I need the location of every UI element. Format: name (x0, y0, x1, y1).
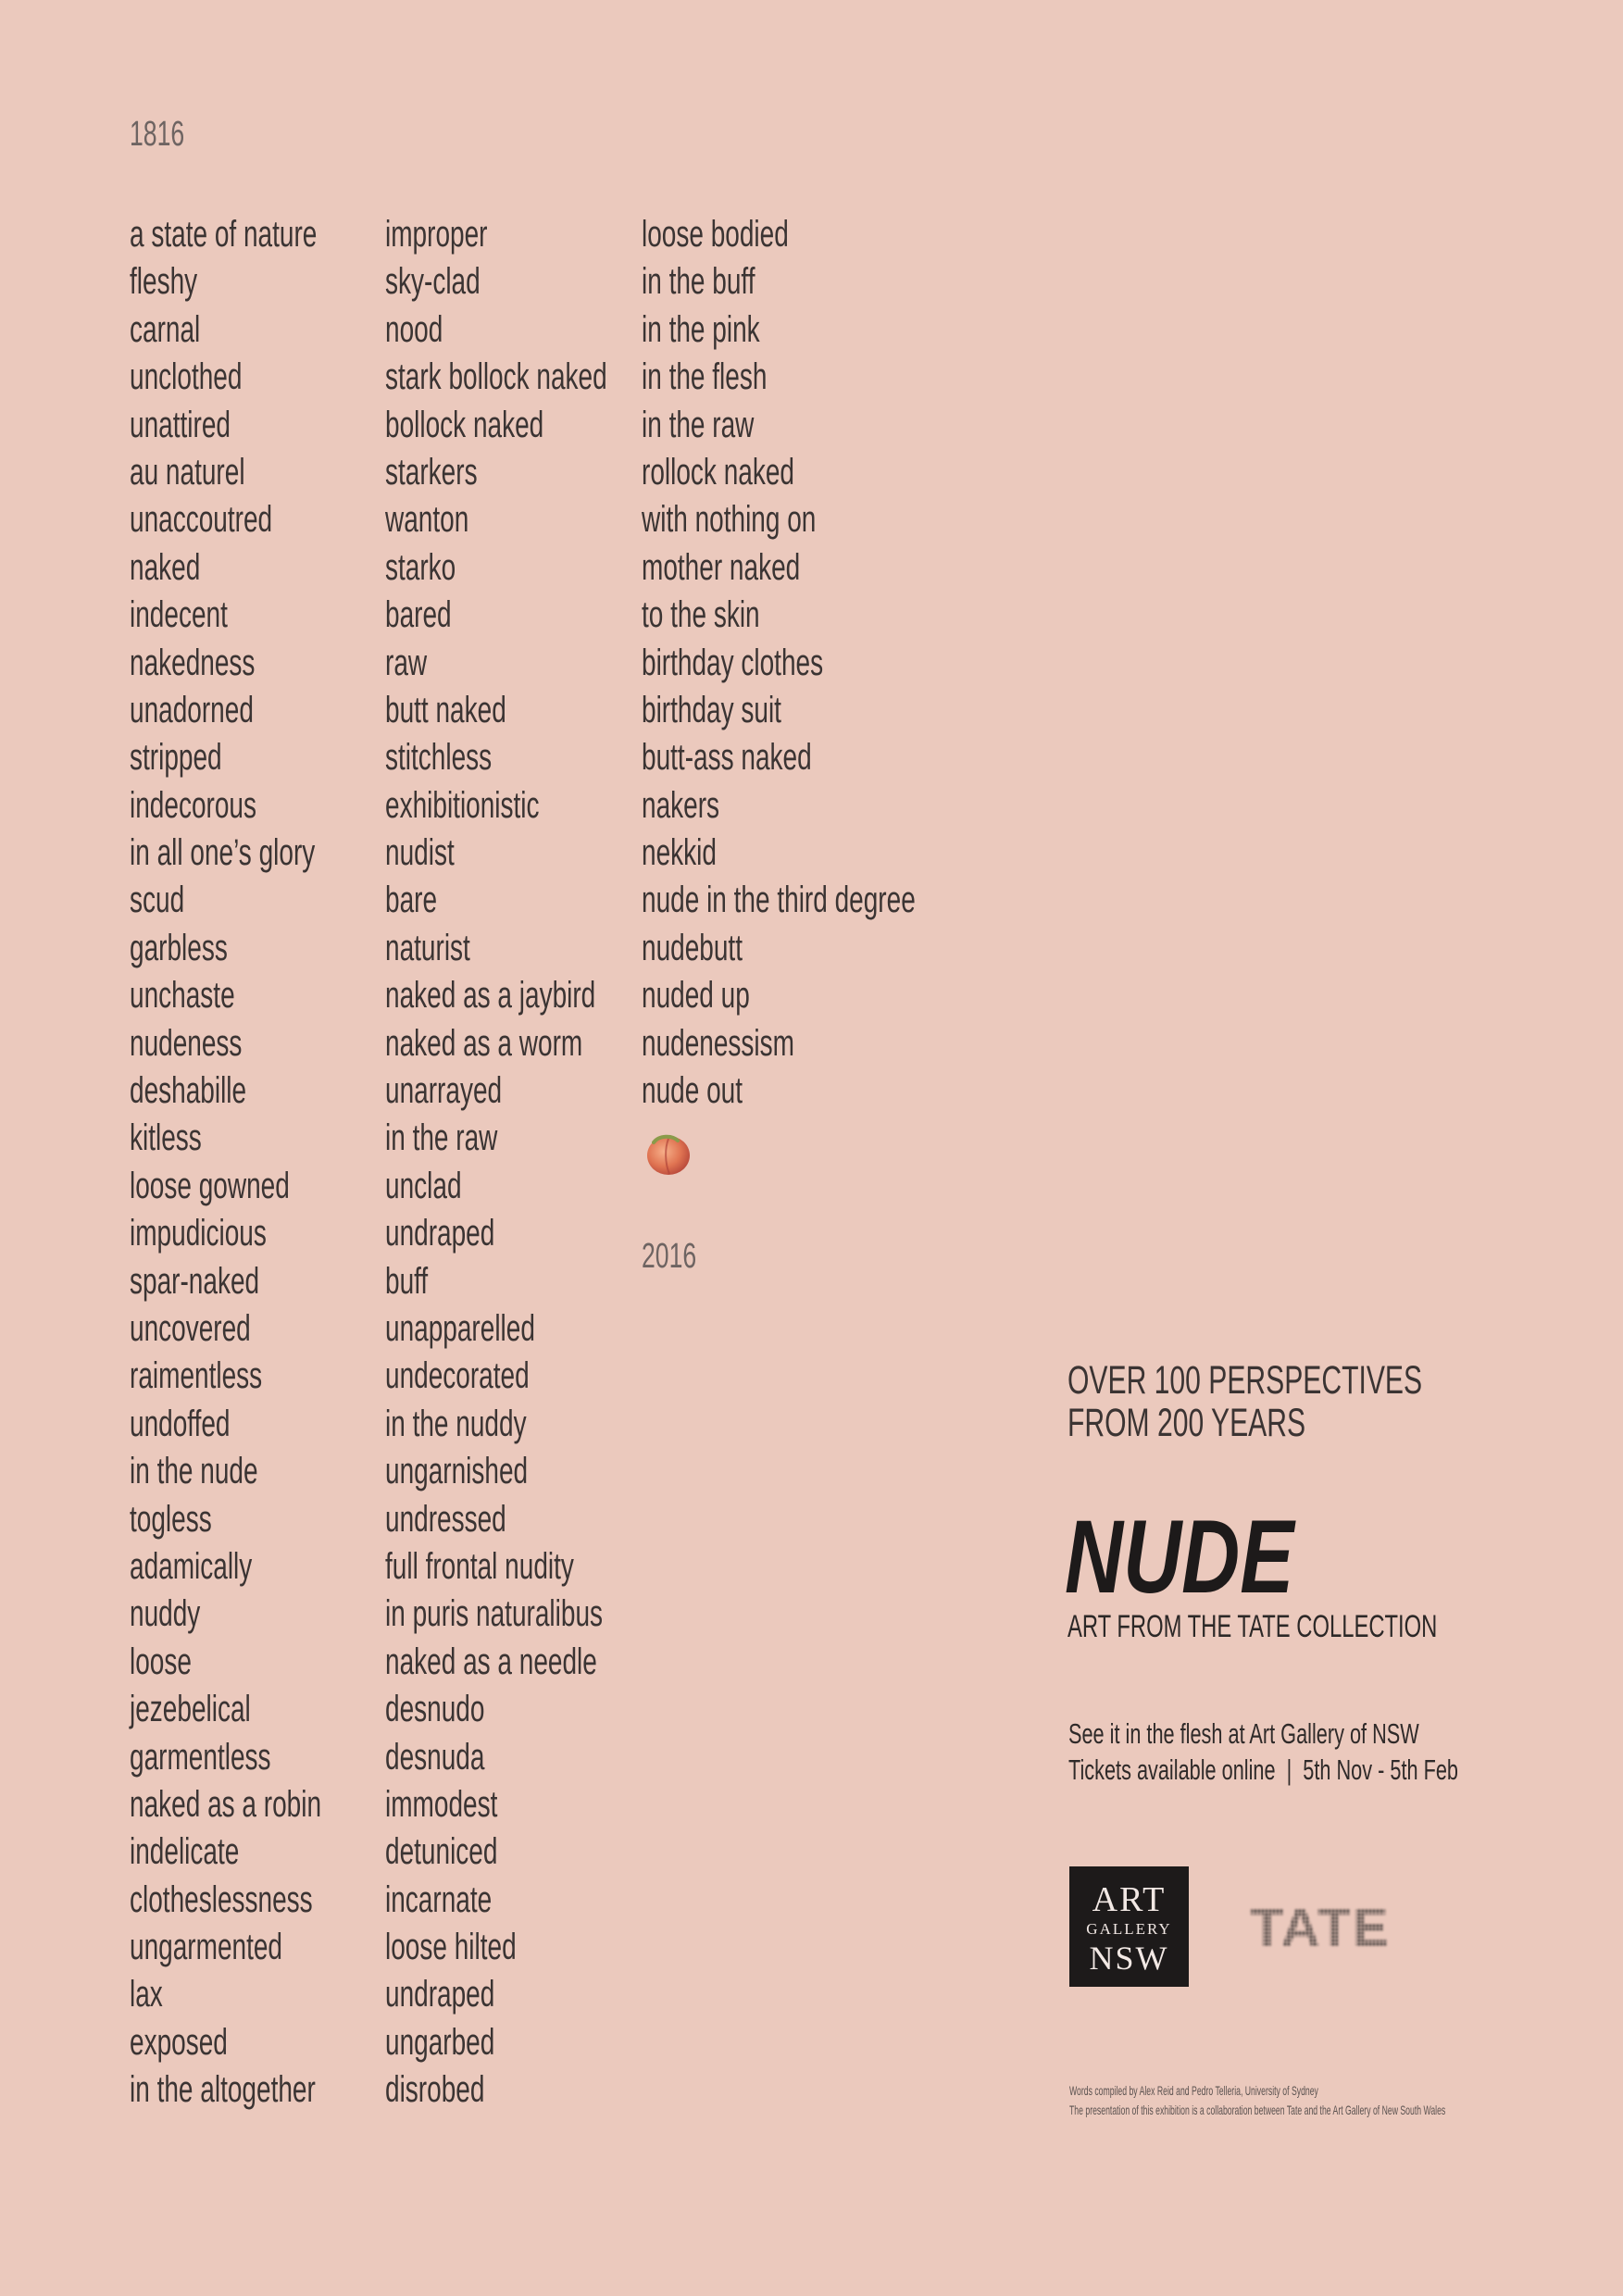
word-item: scud (130, 880, 185, 921)
word-item: ungarnished (385, 1451, 529, 1492)
word-item: kitless (130, 1117, 202, 1159)
word-item: mother naked (642, 546, 801, 588)
word-item: nuddy (130, 1593, 201, 1635)
word-item: sky-clad (385, 261, 481, 303)
word-item: disrobed (385, 2069, 485, 2111)
word-item: in the raw (385, 1117, 498, 1159)
word-item: in the nude (130, 1451, 258, 1492)
word-item: unclad (385, 1165, 462, 1206)
word-item: unapparelled (385, 1307, 535, 1349)
word-item: to the skin (642, 594, 760, 636)
peach-emoji-icon (644, 1129, 693, 1178)
word-item: nudist (385, 832, 455, 874)
word-item: naked as a robin (130, 1783, 322, 1825)
year-start: 1816 (130, 115, 185, 154)
word-item: deshabille (130, 1070, 247, 1112)
tagline (1067, 1359, 1422, 1444)
word-item: desnuda (385, 1736, 485, 1778)
exhibition-subtitle: ART FROM THE TATE COLLECTION (1067, 1609, 1438, 1644)
word-item: jezebelical (130, 1689, 251, 1730)
word-item: unaccoutred (130, 499, 273, 541)
word-item: a state of nature (130, 214, 318, 255)
word-item: lax (130, 1974, 163, 2015)
word-item: bollock naked (385, 404, 544, 445)
footnote-credit: Words compiled by Alex Reid and Pedro Telleria, University of Sydney (1069, 2083, 1318, 2098)
word-item: clotheslessness (130, 1878, 313, 1920)
word-item: loose (130, 1641, 192, 1682)
word-item: undraped (385, 1974, 495, 2015)
word-item: carnal (130, 308, 201, 350)
tate-logo (1246, 1894, 1394, 1959)
word-item: naked as a jaybird (385, 975, 596, 1017)
word-item: togless (130, 1498, 212, 1540)
word-item: birthday suit (642, 689, 781, 730)
svg-text:TATE: TATE (1250, 1898, 1391, 1958)
word-item: unchaste (130, 975, 235, 1017)
word-item: buff (385, 1260, 429, 1302)
word-item: in the flesh (642, 356, 768, 398)
exhibition-info (1068, 1716, 1458, 1788)
footnote-collaboration: The presentation of this exhibition is a collaboration between Tate and the Art Gallery of New South Wales (1069, 2103, 1446, 2117)
word-item: loose bodied (642, 214, 789, 255)
word-item: unadorned (130, 689, 254, 730)
word-item: loose hilted (385, 1927, 517, 1968)
year-end: 2016 (642, 1237, 697, 1276)
word-item: raw (385, 642, 428, 683)
word-item: birthday clothes (642, 642, 824, 683)
word-item: undoffed (130, 1403, 231, 1444)
word-item: nude out (642, 1070, 743, 1112)
word-item: naked as a needle (385, 1641, 597, 1682)
word-item: au naturel (130, 451, 245, 493)
logo-line-art: ART (1092, 1880, 1167, 1919)
word-item: in all one’s glory (130, 832, 316, 874)
word-item: in the nuddy (385, 1403, 527, 1444)
logo-line-nsw: NSW (1089, 1940, 1169, 1977)
word-item: starko (385, 546, 456, 588)
word-item: impudicious (130, 1213, 267, 1254)
word-item: nakers (642, 784, 720, 826)
word-item: naked as a worm (385, 1022, 583, 1064)
word-item: spar-naked (130, 1260, 260, 1302)
word-item: in the buff (642, 261, 755, 303)
word-item: indecorous (130, 784, 256, 826)
word-item: nood (385, 308, 443, 350)
tickets-line: Tickets available online | 5th Nov - 5th Feb (1068, 1753, 1458, 1786)
word-item: adamically (130, 1545, 253, 1587)
word-item: loose gowned (130, 1165, 290, 1206)
word-item: unattired (130, 404, 231, 445)
word-item: unarrayed (385, 1070, 503, 1112)
word-item: in puris naturalibus (385, 1593, 604, 1635)
word-item: garmentless (130, 1736, 271, 1778)
word-item: nekkid (642, 832, 717, 874)
word-item: raimentless (130, 1355, 263, 1397)
word-item: undraped (385, 1213, 495, 1254)
word-item: in the altogether (130, 2069, 316, 2111)
tagline-line-2: FROM 200 YEARS (1067, 1401, 1306, 1445)
word-item: stitchless (385, 737, 493, 779)
word-item: full frontal nudity (385, 1545, 574, 1587)
word-item: butt naked (385, 689, 506, 730)
logo-line-gallery: GALLERY (1086, 1920, 1172, 1938)
word-item: nuded up (642, 975, 750, 1017)
word-item: naturist (385, 927, 470, 968)
word-item: desnudo (385, 1689, 485, 1730)
word-item: nudenessism (642, 1022, 794, 1064)
word-item: indecent (130, 594, 228, 636)
word-item: nudebutt (642, 927, 743, 968)
word-item: butt-ass naked (642, 737, 812, 779)
word-item: uncovered (130, 1307, 251, 1349)
word-column-1 (130, 211, 404, 2115)
word-item: indelicate (130, 1831, 240, 1873)
word-item: in the raw (642, 404, 755, 445)
word-item: unclothed (130, 356, 243, 398)
exhibition-title: NUDE (1065, 1499, 1294, 1615)
word-item: rollock naked (642, 451, 794, 493)
word-item: incarnate (385, 1878, 493, 1920)
word-item: nudeness (130, 1022, 243, 1064)
art-gallery-nsw-logo (1069, 1866, 1189, 1987)
venue-line: See it in the flesh at Art Gallery of NSW (1068, 1717, 1419, 1750)
word-item: stripped (130, 737, 222, 779)
word-item: undressed (385, 1498, 506, 1540)
word-item: ungarbed (385, 2021, 495, 2063)
word-item: nude in the third degree (642, 880, 916, 921)
word-item: bare (385, 880, 438, 921)
word-item: with nothing on (642, 499, 817, 541)
word-item: undecorated (385, 1355, 530, 1397)
word-item: exposed (130, 2021, 228, 2063)
word-item: in the pink (642, 308, 760, 350)
word-item: starkers (385, 451, 478, 493)
word-item: exhibitionistic (385, 784, 540, 826)
word-item: bared (385, 594, 452, 636)
word-item: improper (385, 214, 488, 255)
word-item: ungarmented (130, 1927, 283, 1968)
footnote (1069, 2081, 1445, 2120)
word-item: garbless (130, 927, 228, 968)
word-item: immodest (385, 1783, 498, 1825)
word-item: nakedness (130, 642, 256, 683)
word-item: wanton (385, 499, 469, 541)
word-item: fleshy (130, 261, 198, 303)
word-column-3 (642, 211, 1033, 1115)
word-item: detuniced (385, 1831, 498, 1873)
word-item: stark bollock naked (385, 356, 607, 398)
tagline-line-1: OVER 100 PERSPECTIVES (1067, 1358, 1423, 1403)
word-item: naked (130, 546, 201, 588)
